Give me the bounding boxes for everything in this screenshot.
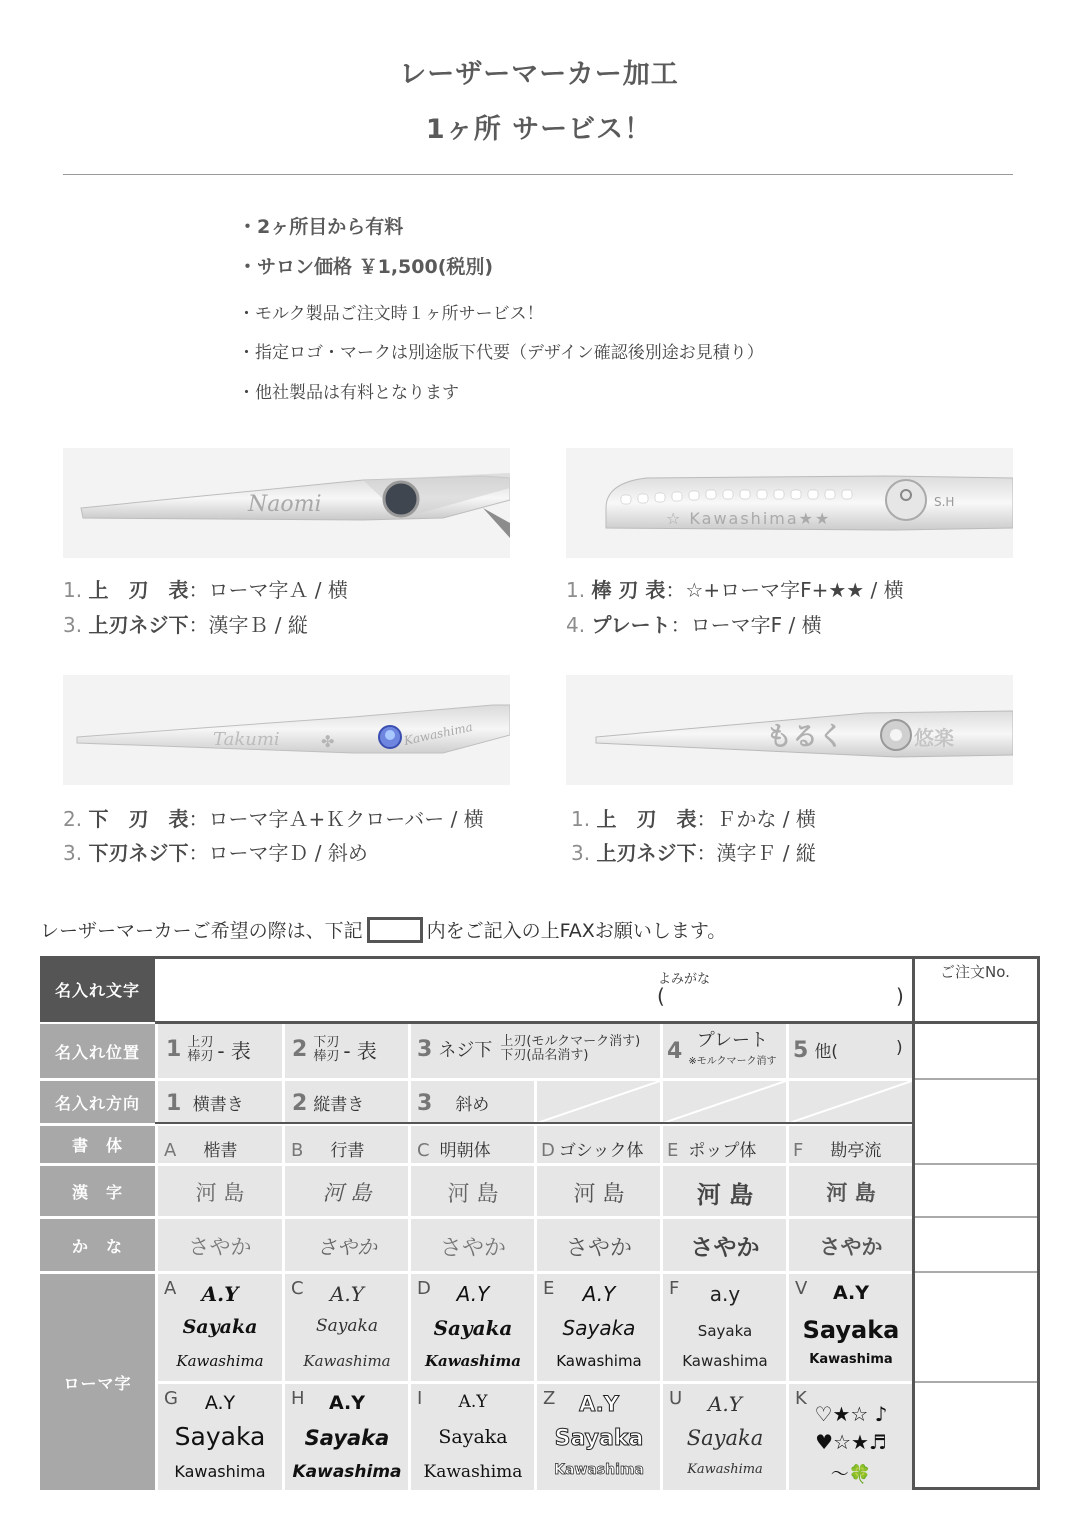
position-5-text: 5 他(: [793, 1038, 838, 1063]
border: [155, 1122, 915, 1124]
kanji-sample-B: 河 島: [322, 1181, 372, 1205]
divider: [915, 1163, 1040, 1165]
divider: [915, 1271, 1040, 1273]
caption: 1. 棒 刃 表：☆+ローマ字F+★★ / 横: [566, 578, 904, 602]
border: [155, 1021, 1040, 1024]
note-item: ・モルク製品ご注文時１ヶ所サービス！: [238, 304, 544, 324]
svg-text:もるく: もるく: [766, 722, 845, 752]
divider: [915, 1078, 1040, 1080]
row-label-direction: 名入れ方向: [40, 1081, 155, 1123]
yomigana-open: (: [657, 984, 665, 1008]
row-label-position: 名入れ位置: [40, 1024, 155, 1078]
order-no-label: ご注文No.: [940, 963, 1010, 981]
svg-text:Kawashima: Kawashima: [402, 719, 474, 748]
caption: 4. プレート：ローマ字F / 横: [566, 613, 822, 637]
direction-1-text: 1 横書き: [166, 1091, 244, 1116]
svg-text:S.H: S.H: [934, 495, 955, 509]
caption: 2. 下 刃 表：ローマ字Ａ+Ｋクローバー / 横: [63, 807, 484, 831]
scissors-photo-3: [63, 675, 510, 785]
kanji-sample-D: 河 島: [573, 1182, 625, 1207]
position-4-text: 4 プレート ※モルクマーク消す: [667, 1030, 777, 1067]
divider: [915, 1216, 1040, 1218]
caption: 3. 上刃ネジ下：漢字Ｂ / 縦: [63, 613, 308, 637]
kanji-sample-C: 河 島: [447, 1182, 499, 1207]
side-field[interactable]: [915, 1219, 1040, 1271]
scissors-photo-4: [566, 675, 1013, 785]
position-1-text: 1 上刃 棒刃 - 表: [166, 1034, 251, 1064]
caption: 3. 下刃ネジ下：ローマ字Ｄ / 斜め: [63, 841, 368, 865]
typeface-D: D ゴシック体: [541, 1140, 644, 1161]
scissors-photo-2: [566, 448, 1013, 558]
typeface-B: B 行書: [291, 1140, 365, 1161]
page-title: レーザーマーカー加工: [399, 59, 679, 90]
yomigana-label: よみがな: [658, 972, 711, 987]
row-label-typeface: 書 体: [40, 1126, 155, 1163]
typeface-C: C 明朝体: [417, 1140, 491, 1161]
romaji-sample-K[interactable]: K ♡★☆ ♪ ♥☆★♬ 〜🍀: [789, 1384, 912, 1490]
typeface-A: A 楷書: [164, 1140, 238, 1161]
instruction-text: レーザーマーカーご希望の際は、下記: [40, 920, 363, 942]
romaji-sample-G[interactable]: G A.Y Sayaka Kawashima: [158, 1384, 282, 1490]
name-text-input[interactable]: [155, 956, 912, 1022]
kanji-sample-F: 河 島: [826, 1180, 876, 1205]
row-label-romaji: ローマ字: [40, 1274, 155, 1490]
legend-box: [367, 917, 423, 943]
row-label-kana: か な: [40, 1219, 155, 1271]
caption: 3. 上刃ネジ下：漢字Ｆ / 縦: [571, 841, 816, 865]
kana-sample-A: さやか: [188, 1235, 252, 1259]
romaji-sample-D[interactable]: D A.Y Sayaka Kawashima: [411, 1274, 534, 1381]
romaji-sample-H[interactable]: H A.Y Sayaka Kawashima: [285, 1384, 408, 1490]
kana-sample-D: さやか: [565, 1236, 632, 1261]
border: [155, 956, 1040, 959]
side-field[interactable]: [915, 1024, 1040, 1078]
side-field[interactable]: [915, 1274, 1040, 1381]
kana-sample-B: さやか: [317, 1235, 377, 1259]
svg-text:✤: ✤: [321, 732, 335, 751]
position-3-text: 3 ネジ下 上刃(モルクマーク消す) 下刃(品名消す): [417, 1034, 641, 1063]
yomigana-close: ): [896, 984, 904, 1008]
side-field[interactable]: [915, 1081, 1040, 1123]
side-field[interactable]: [915, 1126, 1040, 1163]
instruction-text: 内をご記入の上FAXお願いします。: [426, 920, 727, 942]
romaji-sample-F[interactable]: F a.y Sayaka Kawashima: [663, 1274, 786, 1381]
row-label-kanji: 漢 字: [40, 1166, 155, 1216]
border: [912, 956, 915, 1490]
divider: [63, 174, 1013, 175]
direction-empty: [663, 1081, 786, 1123]
order-form: [40, 956, 1040, 1490]
kana-sample-E: さやか: [690, 1235, 760, 1261]
svg-text:Takumi: Takumi: [213, 729, 280, 750]
divider: [915, 1381, 1040, 1383]
direction-2-text: 2 縦書き: [292, 1091, 365, 1116]
row-label-name-text: 名入れ文字: [40, 956, 155, 1022]
romaji-sample-V[interactable]: V A.Y Sayaka Kawashima: [789, 1274, 912, 1381]
kana-sample-C: さやか: [439, 1236, 506, 1261]
border: [912, 1487, 1040, 1490]
side-field[interactable]: [915, 1384, 1040, 1490]
romaji-sample-I[interactable]: I A.Y Sayaka Kawashima: [411, 1384, 534, 1490]
svg-text:悠楽: 悠楽: [914, 726, 954, 750]
note-item: ・他社製品は有料となります: [238, 383, 459, 403]
form-instruction: [40, 916, 726, 943]
clover-icon: 〜🍀: [830, 1464, 872, 1485]
svg-text:Naomi: Naomi: [248, 492, 322, 517]
border: [1037, 956, 1040, 1490]
note-item: ・指定ロゴ・マークは別途版下代要（デザイン確認後別途お見積り）: [238, 343, 764, 363]
caption: 1. 上 刃 表：Ｆかな / 横: [571, 807, 816, 831]
romaji-sample-C[interactable]: C A.Y Sayaka Kawashima: [285, 1274, 408, 1381]
kana-sample-F: さやか: [819, 1235, 883, 1259]
position-5-close: ): [896, 1038, 903, 1058]
romaji-sample-U[interactable]: U A.Y Sayaka Kawashima: [663, 1384, 786, 1490]
note-item: ・2ヶ所目から有料: [238, 216, 404, 238]
typeface-E: E ポップ体: [667, 1140, 757, 1161]
side-field[interactable]: [915, 1166, 1040, 1216]
position-2-text: 2 下刃 棒刃 - 表: [292, 1034, 377, 1064]
direction-empty: [537, 1081, 660, 1123]
scissors-photo-1: [63, 448, 510, 558]
page-subtitle: 1ヶ所 サービス！: [425, 114, 653, 145]
typeface-F: F 勘亭流: [793, 1140, 882, 1161]
caption: 1. 上 刃 表：ローマ字Ａ / 横: [63, 578, 348, 602]
romaji-sample-E[interactable]: E A.Y Sayaka Kawashima: [537, 1274, 660, 1381]
svg-text:☆ Kawashima★★: ☆ Kawashima★★: [666, 509, 832, 528]
direction-empty: [789, 1081, 912, 1123]
kanji-sample-A: 河 島: [195, 1181, 245, 1205]
direction-3-text: 3 斜め: [417, 1091, 490, 1116]
romaji-sample-A[interactable]: A A.Y Sayaka Kawashima: [158, 1274, 282, 1381]
kanji-sample-E: 河 島: [696, 1181, 754, 1209]
note-item: ・サロン価格 ￥1,500(税別): [238, 256, 494, 278]
romaji-sample-Z[interactable]: Z A.Y Sayaka Kawashima: [537, 1384, 660, 1490]
